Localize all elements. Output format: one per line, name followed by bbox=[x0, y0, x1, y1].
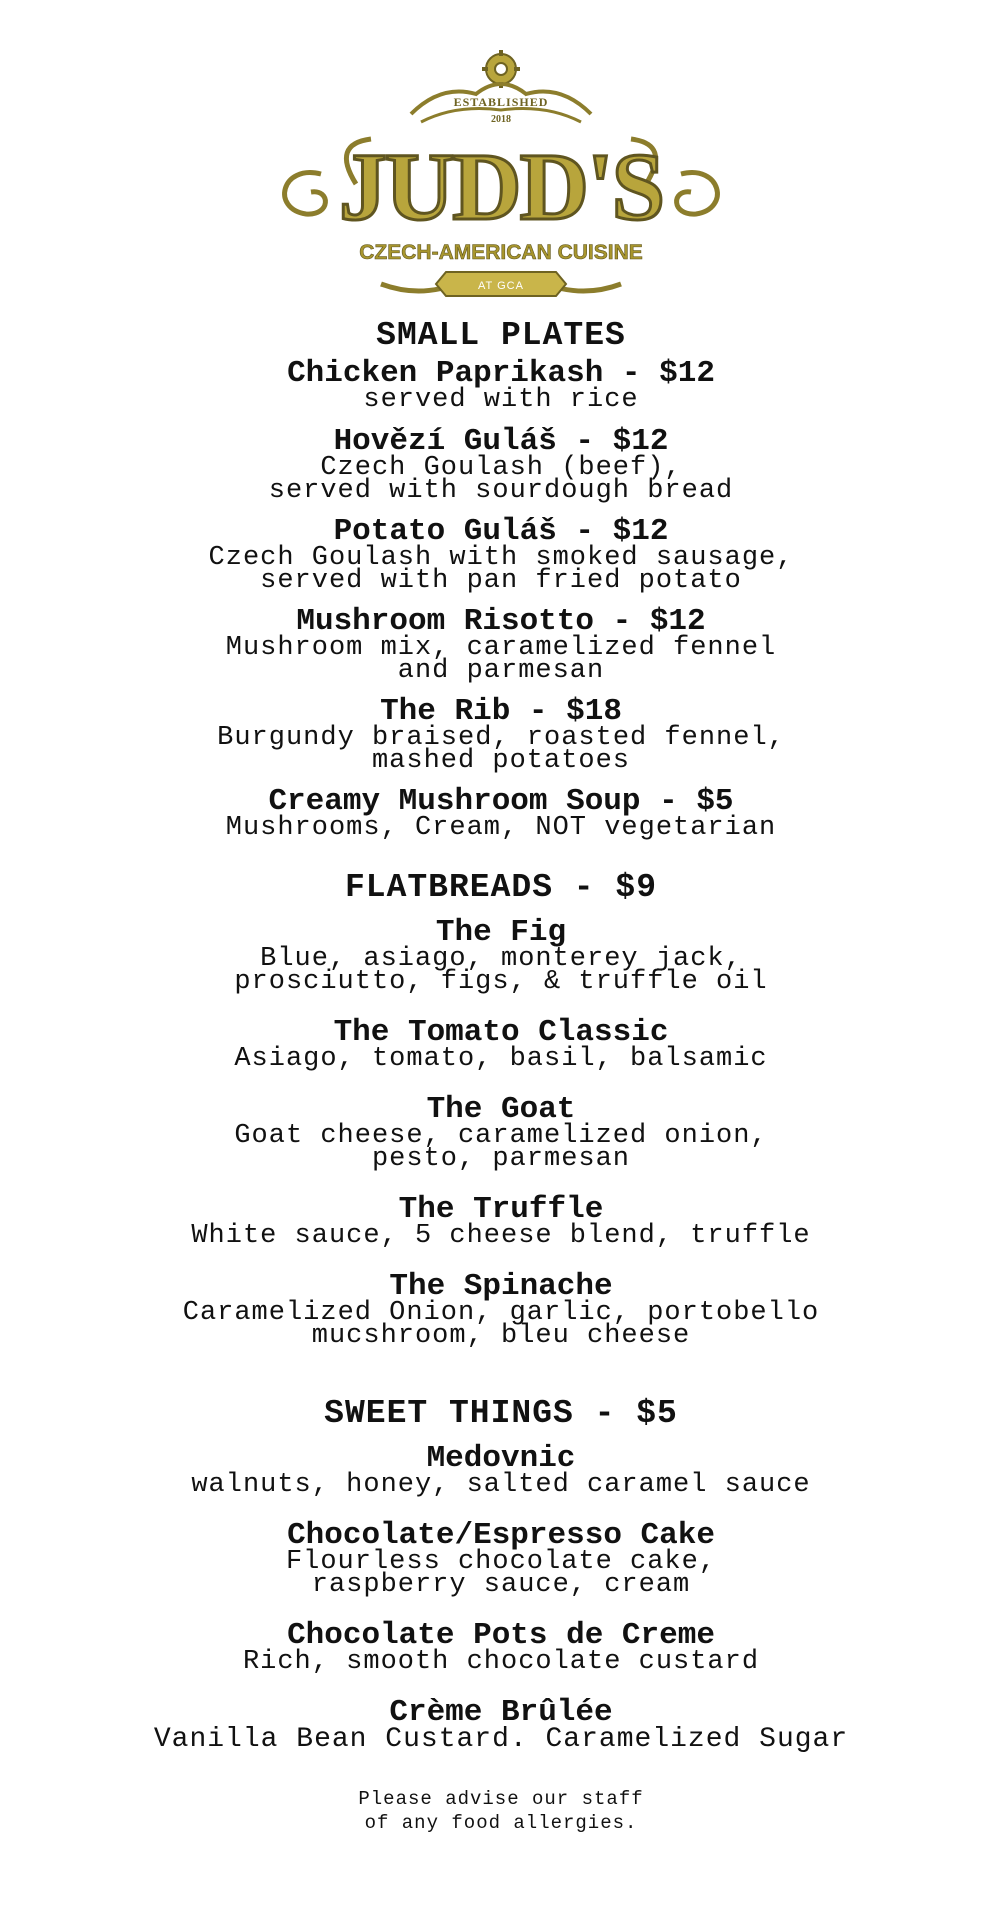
item-desc: Rich, smooth chocolate custard bbox=[242, 1647, 760, 1677]
menu-item bbox=[0, 1618, 1002, 1677]
item-name: The Tomato Classic bbox=[333, 1015, 669, 1050]
item-name: The Spinache bbox=[389, 1269, 613, 1304]
section-title: SWEET THINGS - $5 bbox=[324, 1395, 678, 1432]
menu-item bbox=[0, 1441, 1002, 1500]
section-title: FLATBREADS - $9 bbox=[344, 869, 658, 906]
item-name: Chocolate/Espresso Cake bbox=[287, 1518, 715, 1553]
item-desc: Caramelized Onion, garlic, portobello bbox=[182, 1298, 820, 1328]
item-name: Chicken Paprikash - $12 bbox=[287, 356, 715, 391]
item-desc: Flourless chocolate cake, bbox=[285, 1547, 717, 1577]
section-sweet-things bbox=[0, 1395, 1002, 1755]
item-name: Hovězí Guláš - $12 bbox=[333, 424, 669, 459]
item-name: The Rib - $18 bbox=[380, 694, 622, 729]
menu-item bbox=[0, 1192, 1002, 1251]
item-name: Potato Guláš - $12 bbox=[333, 514, 669, 549]
item-name: The Goat bbox=[426, 1092, 576, 1127]
item-name: Creamy Mushroom Soup - $5 bbox=[268, 784, 734, 819]
item-desc: Burgundy braised, roasted fennel, bbox=[217, 723, 785, 753]
item-desc: Vanilla Bean Custard. Caramelized Sugar bbox=[153, 1724, 849, 1755]
menu-item bbox=[0, 694, 1002, 776]
section-flatbreads bbox=[0, 869, 1002, 1351]
menu-item bbox=[0, 915, 1002, 997]
item-desc: Mushrooms, Cream, NOT vegetarian bbox=[225, 813, 777, 843]
menu-item bbox=[0, 1269, 1002, 1351]
item-desc: served with rice bbox=[363, 385, 639, 415]
item-desc: Asiago, tomato, basil, balsamic bbox=[234, 1044, 768, 1074]
item-name: The Truffle bbox=[398, 1192, 604, 1227]
item-desc: Mushroom mix, caramelized fennel bbox=[225, 633, 777, 663]
logo-emblem bbox=[261, 44, 741, 314]
logo-banner-text: AT GCA bbox=[478, 280, 524, 292]
item-name: The Fig bbox=[435, 915, 567, 950]
section-small-plates bbox=[0, 317, 1002, 843]
item-desc: Blue, asiago, monterey jack, bbox=[260, 944, 742, 974]
item-desc: served with pan fried potato bbox=[260, 566, 742, 596]
menu-item bbox=[0, 604, 1002, 686]
item-desc: mucshroom, bleu cheese bbox=[311, 1321, 691, 1351]
logo-established: ESTABLISHED bbox=[453, 95, 549, 109]
item-desc: walnuts, honey, salted caramel sauce bbox=[191, 1470, 811, 1500]
item-desc: Goat cheese, caramelized onion, bbox=[234, 1121, 768, 1151]
item-desc: Czech Goulash (beef), bbox=[320, 453, 682, 483]
item-desc: and parmesan bbox=[397, 656, 605, 686]
menu-item bbox=[0, 1015, 1002, 1074]
item-desc: mashed potatoes bbox=[371, 746, 631, 776]
menu-item bbox=[0, 424, 1002, 506]
item-desc: prosciutto, figs, & truffle oil bbox=[234, 967, 768, 997]
menu-item bbox=[0, 1518, 1002, 1600]
item-name: Medovnic bbox=[426, 1441, 576, 1476]
menu-item bbox=[0, 1092, 1002, 1174]
allergy-note bbox=[0, 1787, 1002, 1835]
logo-year: 2018 bbox=[491, 114, 511, 125]
item-desc: Czech Goulash with smoked sausage, bbox=[208, 543, 794, 573]
menu-item bbox=[0, 514, 1002, 596]
menu-item bbox=[0, 356, 1002, 415]
logo-name: JUDD'S bbox=[338, 133, 664, 240]
allergy-note-line: Please advise our staff bbox=[358, 1788, 644, 1810]
item-desc: White sauce, 5 cheese blend, truffle bbox=[191, 1221, 811, 1251]
section-title: SMALL PLATES bbox=[376, 317, 626, 354]
judds-logo bbox=[261, 44, 741, 314]
item-name: Crème Brûlée bbox=[389, 1695, 613, 1730]
item-desc: served with sourdough bread bbox=[268, 476, 734, 506]
menu-item bbox=[0, 784, 1002, 843]
item-desc: pesto, parmesan bbox=[371, 1144, 631, 1174]
allergy-note-line: of any food allergies. bbox=[364, 1812, 638, 1834]
menu-item bbox=[0, 1695, 1002, 1755]
logo-tagline: CZECH-AMERICAN CUISINE bbox=[359, 241, 643, 264]
item-name: Mushroom Risotto - $12 bbox=[296, 604, 706, 639]
item-desc: raspberry sauce, cream bbox=[311, 1570, 691, 1600]
item-name: Chocolate Pots de Creme bbox=[287, 1618, 715, 1653]
